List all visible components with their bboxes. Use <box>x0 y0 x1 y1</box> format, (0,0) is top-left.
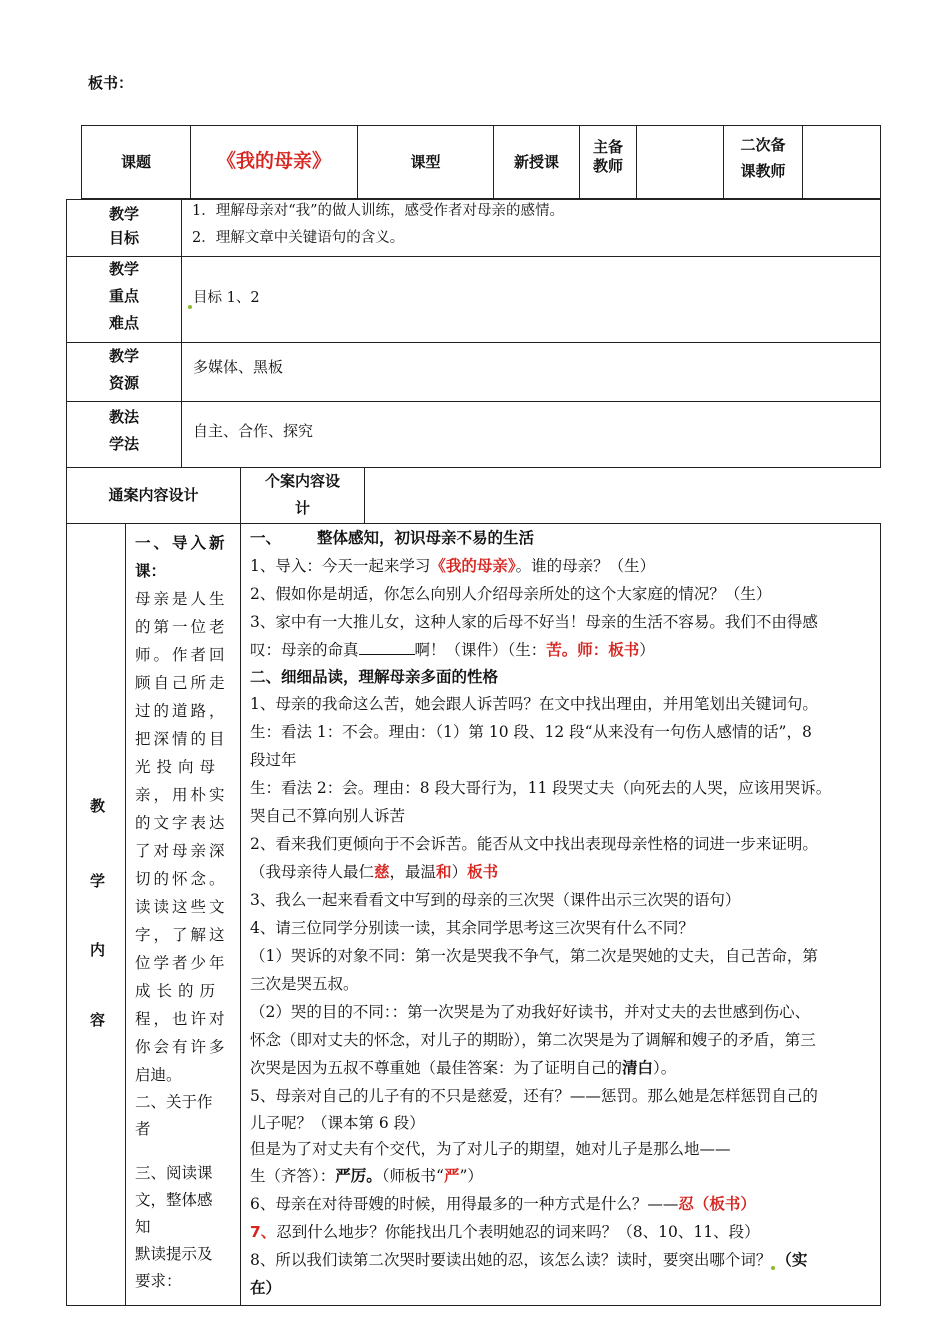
content-line-14: （1）哭诉的对象不同：第一次是哭我不争气，第二次是哭她的丈夫，自己苦命，第 <box>250 947 818 965</box>
author-heading-2: 者 <box>135 1120 151 1138</box>
reading-heading-3: 知 <box>135 1218 151 1236</box>
topic-value: 《我的母亲》 <box>216 150 331 172</box>
reading-heading-4: 默读提示及 <box>135 1245 213 1263</box>
reading-heading: 三、阅读课 <box>135 1164 213 1182</box>
key-points-value <box>188 287 260 309</box>
board-label: 板书： <box>88 74 134 92</box>
intro-line: 的文字表达 <box>135 814 228 832</box>
line-part-highlight: 严 <box>443 1167 460 1185</box>
intro-line: 启迪。 <box>135 1066 182 1084</box>
reading-heading-5: 要求： <box>135 1272 182 1290</box>
line-part-highlight: 和 <box>436 863 452 881</box>
intro-heading: 一、导入新 <box>135 534 228 552</box>
line-part: 叹：母亲的命真 <box>250 641 359 659</box>
line-part-highlight: 板书 <box>467 863 499 881</box>
intro-line: 字，了解这 <box>135 926 228 944</box>
line-part: （我母亲待人最仁 <box>250 863 375 881</box>
line-part: 生（齐答）： <box>250 1167 336 1185</box>
content-line-8: 生：看法 2：会。理由：8 段大哥行为，11 段哭丈夫（向死去的人哭，应该用哭诉。 <box>250 779 832 797</box>
methods-label-line1: 教法 <box>108 408 139 426</box>
content-line-13: 4、请三位同学分别读一读，其余同学思考这三次哭有什么不同？ <box>250 919 694 937</box>
content-line-20: 儿子呢？（课本第 6 段） <box>250 1114 425 1132</box>
content-line-22 <box>250 1164 483 1186</box>
line-part: 6、母亲在对待哥嫂的时候，用得最多的一种方式是什么？—— <box>250 1195 679 1213</box>
line-part: 啊！（课件）（生： <box>414 641 547 659</box>
individual-design-label-line2: 计 <box>294 499 310 517</box>
line-part: ）。 <box>653 1059 677 1077</box>
reading-heading-2: 文，整体感 <box>135 1191 213 1209</box>
type-label: 课型 <box>410 153 441 171</box>
content-line-9: 哭自己不算向别人诉苦 <box>250 807 406 825</box>
line-part: ，最温 <box>389 863 437 881</box>
resources-label <box>67 343 181 397</box>
methods-label <box>67 404 181 458</box>
line-part: 1、导入：今天一起来学习 <box>250 557 431 575</box>
intro-line: 光投向母 <box>135 758 222 776</box>
side-label-4: 容 <box>90 1011 106 1029</box>
line-part: ） <box>639 641 655 659</box>
intro-line: 母亲是人生 <box>135 590 228 608</box>
intro-line: 程，也许对 <box>135 1010 228 1028</box>
line-part-highlight: 苦。师：板书 <box>546 641 640 659</box>
type-value: 新授课 <box>513 153 559 171</box>
content-line-23 <box>250 1192 756 1214</box>
section-1-number: 一、 <box>250 529 282 547</box>
intro-line: 读读这些文 <box>135 898 228 916</box>
goals-label-line1: 教学 <box>108 205 139 223</box>
intro-line: 的第一位老 <box>135 618 228 636</box>
content-line-24 <box>250 1220 760 1242</box>
section-1-text: 整体感知，初识母亲不易的生活 <box>317 529 535 547</box>
intro-line: 亲，用朴实 <box>135 786 228 804</box>
marker-dot-icon <box>188 305 192 309</box>
key-points-label-line1: 教学 <box>108 260 139 278</box>
intro-line: 你会有许多 <box>135 1038 228 1056</box>
fill-in-blank <box>359 640 415 655</box>
second-teacher-label-line1: 二次备 <box>740 136 786 154</box>
resources-value: 多媒体、黑板 <box>193 358 284 376</box>
intro-line: 成长的历 <box>135 982 222 1000</box>
second-teacher-label <box>724 132 802 184</box>
line-part-highlight: 《我的母亲》 <box>430 557 516 575</box>
content-line-16: （2）哭的目的不同：：第一次哭是为了劝我好好读书，并对丈夫的去世感到伤心、 <box>250 1003 811 1021</box>
content-line-25 <box>250 1248 807 1270</box>
content-line-4 <box>250 638 655 660</box>
goals-line-2: 2．理解文章中关键语句的含义。 <box>192 230 405 246</box>
content-line-1 <box>250 554 655 576</box>
main-teacher-label-line1: 主备 <box>592 138 623 156</box>
content-line-6: 生：看法 1：不会。理由：（1）第 10 段、12 段“从来没有一句伤人感情的话”，8 <box>250 723 812 741</box>
content-line-21: 但是为了对丈夫有个交代，为了对儿子的期望，她对儿子是那么地—— <box>250 1140 731 1158</box>
intro-line: 切的怀念。 <box>135 870 228 888</box>
methods-value: 自主、合作、探究 <box>193 422 314 440</box>
content-line-2: 2、假如你是胡适，你怎么向别人介绍母亲所处的这个大家庭的情况？（生） <box>250 585 772 603</box>
content-line-3: 3、家中有一大推儿女，这种人家的后母不好当！母亲的生活不容易。我们不由得感 <box>250 613 818 631</box>
goals-label <box>67 202 181 250</box>
line-part: 次哭是因为五叔不尊重她（最佳答案：为了证明自己的 <box>250 1059 623 1077</box>
intro-line: 过的道路， <box>135 702 228 720</box>
line-part-highlight: 忍（板书） <box>678 1195 756 1213</box>
content-line-18 <box>250 1056 676 1078</box>
content-line-11 <box>250 860 498 882</box>
line-part-highlight: 7、 <box>250 1223 277 1241</box>
line-part-highlight: 慈 <box>374 863 390 881</box>
intro-line: 位学者少年 <box>135 954 228 972</box>
intro-line: 把深情的目 <box>135 730 228 748</box>
section-2-title: 二、细细品读，理解母亲多面的性格 <box>250 668 499 686</box>
resources-label-line1: 教学 <box>108 347 139 365</box>
line-part: ） <box>451 863 468 881</box>
author-heading: 二、关于作 <box>135 1093 213 1111</box>
side-label-3: 内 <box>90 941 106 959</box>
second-teacher-label-line2: 课教师 <box>740 162 786 180</box>
content-line-12: 3、我么一起来看看文中写到的母亲的三次哭（课件出示三次哭的语句） <box>250 891 741 909</box>
intro-line: 师。作者回 <box>135 646 228 664</box>
goals-line-1: 1．理解母亲对“我”的做人训练，感受作者对母亲的感情。 <box>192 203 565 219</box>
intro-line: 顾自己所走 <box>135 674 228 692</box>
topic-label: 课题 <box>120 153 151 171</box>
content-line-7: 段过年 <box>250 751 297 769</box>
line-part: ”） <box>459 1167 483 1185</box>
key-points-label-line3: 难点 <box>108 314 139 332</box>
side-label-2: 学 <box>90 872 106 890</box>
methods-label-line2: 学法 <box>108 435 139 453</box>
line-part: 忍到什么地步？你能找出几个表明她忍的词来吗？（8、10、11、段） <box>276 1223 760 1241</box>
intro-heading-2: 课： <box>135 562 167 580</box>
intro-line: 了对母亲深 <box>135 842 228 860</box>
content-line-10: 2、看来我们更倾向于不会诉苦。能否从文中找出表现母亲性格的词进一步来证明。 <box>250 835 818 853</box>
key-points-text: 目标 1、2 <box>193 290 260 306</box>
common-design-label: 通案内容设计 <box>108 486 199 504</box>
individual-design-label-line1: 个案内容设 <box>264 472 340 490</box>
goals-label-line2: 目标 <box>108 229 139 247</box>
key-points-label <box>67 256 181 337</box>
line-part: 8、所以我们读第二次哭时要读出她的忍，该怎么读？读时，要突出哪个词？ <box>250 1251 772 1269</box>
content-line-17: 怀念（即对丈夫的怀念，对儿子的期盼），第二次哭是为了调解和嫂子的矛盾，第三 <box>250 1031 816 1049</box>
content-line-15: 三次是哭五叔。 <box>250 975 359 993</box>
line-part-bold: 严厉。 <box>335 1167 382 1185</box>
marker-dot-icon <box>771 1266 775 1270</box>
content-line-26: 在） <box>250 1279 282 1297</box>
line-part: （师板书“ <box>381 1167 444 1185</box>
side-label-1: 教 <box>90 797 106 815</box>
section-1-title <box>250 526 534 548</box>
line-part-bold: 清白 <box>622 1059 654 1077</box>
key-points-label-line2: 重点 <box>108 287 139 305</box>
resources-label-line2: 资源 <box>108 374 139 392</box>
content-line-19: 5、母亲对自己的儿子有的不只是慈爱，还有？——惩罚。那么她是怎样惩罚自己的 <box>250 1087 818 1105</box>
line-part-bold: （实 <box>776 1251 808 1269</box>
content-line-5: 1、母亲的我命这么苦，她会跟人诉苦吗？在文中找出理由，并用笔划出关键词句。 <box>250 695 818 713</box>
individual-design-label <box>241 468 364 522</box>
line-part: 。谁的母亲？（生） <box>515 557 656 575</box>
main-teacher-label <box>580 138 636 176</box>
main-teacher-label-line2: 教师 <box>592 157 623 175</box>
